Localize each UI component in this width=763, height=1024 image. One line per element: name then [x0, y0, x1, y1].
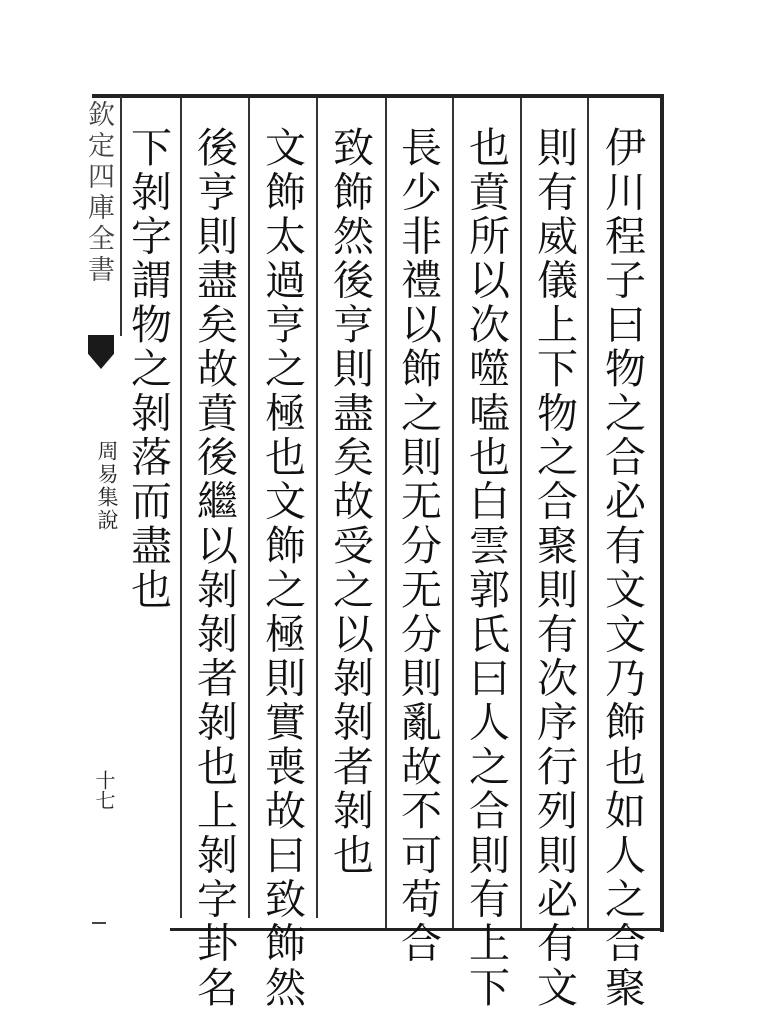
margin-divider-line: [120, 96, 122, 336]
text-column-1: 伊川程子曰物之合必有文文乃飾也如人之合聚: [598, 126, 646, 1010]
column-divider: [316, 98, 318, 918]
column-divider: [248, 98, 250, 918]
margin-tick-mark: [92, 922, 106, 924]
column-divider: [385, 98, 387, 928]
frame-right-border: [660, 94, 664, 932]
text-column-5: 致飾然後亨則盡矣故受之以剝剝者剝也: [326, 126, 374, 878]
text-column-7: 後亨則盡矣故賁後繼以剝剝者剝也上剝字卦名: [190, 126, 238, 1010]
book-title: 周易集說: [95, 440, 119, 532]
text-column-4: 長少非禮以飾之則无分无分則亂故不可苟合: [394, 126, 442, 966]
column-divider: [520, 98, 522, 928]
text-column-6: 文飾太過亨之極也文飾之極則實喪故曰致飾然: [258, 126, 306, 1010]
column-divider: [587, 98, 589, 928]
collection-title: 欽定四庫全書: [83, 100, 114, 286]
text-column-3: 也賁所以次噬嗑也白雲郭氏曰人之合則有上下: [462, 126, 510, 1010]
column-divider: [180, 98, 182, 918]
text-column-2: 則有威儀上下物之合聚則有次序行列則必有文: [530, 126, 578, 1010]
column-divider: [452, 98, 454, 928]
frame-top-border: [92, 94, 662, 98]
page-number: 十七: [92, 770, 116, 810]
text-column-8: 下剝字謂物之剝落而盡也: [124, 126, 172, 613]
